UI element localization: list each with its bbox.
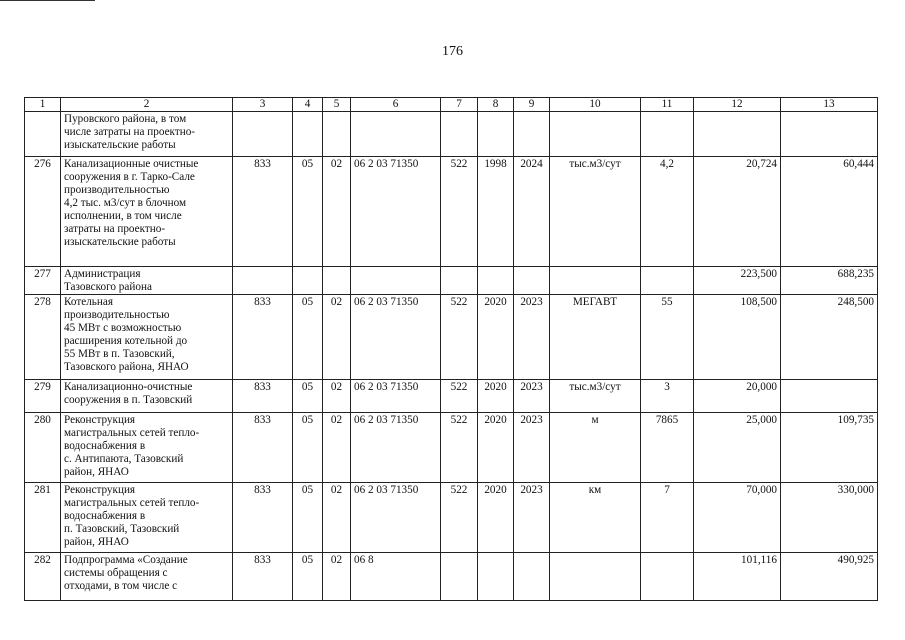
cell-code: 833 — [233, 380, 293, 413]
cell-unit: МЕГАВТ — [550, 295, 641, 380]
object-name: Пуровского района, в том числе затраты на проектно- изыскательские работы — [61, 112, 233, 157]
cell-unit: тыс.м3/сут — [550, 380, 641, 413]
row-number: 282 — [25, 553, 61, 601]
cell-value-13: 688,235 — [781, 267, 878, 295]
cell-unit: м — [550, 413, 641, 483]
table-row — [25, 295, 878, 380]
object-name: Реконструкция магистральных сетей тепло- водоснабжения в с. Антипаюта, Тазовский район, ЯНАО — [61, 413, 233, 483]
top-rule — [0, 0, 95, 1]
column-header: 7 — [441, 98, 478, 112]
cell-value-12: 20,724 — [694, 157, 781, 267]
cell-target-article: 06 8 — [351, 553, 441, 601]
cell-end-year: 2023 — [514, 380, 550, 413]
cell-value-12 — [694, 112, 781, 157]
cell-value-13: 60,444 — [781, 157, 878, 267]
cell-subsection — [323, 267, 351, 295]
cell-target-article: 06 2 03 71350 — [351, 380, 441, 413]
cell-end-year: 2023 — [514, 295, 550, 380]
table-row — [25, 380, 878, 413]
cell-value-13: 330,000 — [781, 483, 878, 553]
cell-start-year: 2020 — [478, 380, 514, 413]
cell-subsection: 02 — [323, 553, 351, 601]
cell-capacity: 4,2 — [641, 157, 694, 267]
cell-section — [293, 112, 323, 157]
column-header: 11 — [641, 98, 694, 112]
cell-capacity — [641, 112, 694, 157]
table-row — [25, 112, 878, 157]
cell-end-year: 2023 — [514, 413, 550, 483]
cell-code: 833 — [233, 295, 293, 380]
cell-capacity: 55 — [641, 295, 694, 380]
cell-start-year: 2020 — [478, 295, 514, 380]
budget-table — [24, 97, 878, 601]
table-row — [25, 413, 878, 483]
cell-value-12: 108,500 — [694, 295, 781, 380]
object-name: Канализационно-очистные сооружения в п. Тазовский — [61, 380, 233, 413]
cell-code: 833 — [233, 483, 293, 553]
cell-target-article: 06 2 03 71350 — [351, 483, 441, 553]
page-number: 176 — [442, 44, 463, 59]
row-number — [25, 112, 61, 157]
cell-subsection: 02 — [323, 295, 351, 380]
table-row — [25, 157, 878, 267]
column-header: 2 — [61, 98, 233, 112]
cell-end-year — [514, 112, 550, 157]
cell-capacity: 3 — [641, 380, 694, 413]
cell-end-year — [514, 267, 550, 295]
cell-section: 05 — [293, 380, 323, 413]
cell-start-year: 2020 — [478, 413, 514, 483]
cell-unit — [550, 553, 641, 601]
object-name: Подпрограмма «Создание системы обращения с отходами, в том числе с — [61, 553, 233, 601]
cell-code: 833 — [233, 157, 293, 267]
column-header: 3 — [233, 98, 293, 112]
cell-value-12: 25,000 — [694, 413, 781, 483]
cell-subsection — [323, 112, 351, 157]
cell-code: 833 — [233, 413, 293, 483]
object-name: Котельная производительностью 45 МВт с возможностью расширения котельной до 55 МВт в п. Тазовский, Тазовского района, ЯНАО — [61, 295, 233, 380]
cell-expense-type: 522 — [441, 157, 478, 267]
cell-expense-type: 522 — [441, 295, 478, 380]
object-name: Реконструкция магистральных сетей тепло- водоснабжения в п. Тазовский, Тазовский район, ЯНАО — [61, 483, 233, 553]
cell-start-year: 2020 — [478, 483, 514, 553]
row-number: 279 — [25, 380, 61, 413]
column-header: 9 — [514, 98, 550, 112]
cell-end-year — [514, 553, 550, 601]
cell-capacity: 7865 — [641, 413, 694, 483]
cell-value-12: 223,500 — [694, 267, 781, 295]
column-header: 4 — [293, 98, 323, 112]
table-row — [25, 267, 878, 295]
object-name: Канализационные очистные сооружения в г. Тарко-Сале производительностью 4,2 тыс. м3/сут в блочном исполнении, в том числе затраты на проектно- изыскательские работы — [61, 157, 233, 267]
cell-value-13: 490,925 — [781, 553, 878, 601]
cell-value-13: 109,735 — [781, 413, 878, 483]
header-row — [25, 98, 878, 112]
column-header: 1 — [25, 98, 61, 112]
cell-value-12: 101,116 — [694, 553, 781, 601]
cell-subsection: 02 — [323, 413, 351, 483]
column-header: 13 — [781, 98, 878, 112]
cell-unit — [550, 112, 641, 157]
cell-value-13 — [781, 112, 878, 157]
column-header: 6 — [351, 98, 441, 112]
cell-expense-type: 522 — [441, 483, 478, 553]
cell-unit: тыс.м3/сут — [550, 157, 641, 267]
cell-section: 05 — [293, 295, 323, 380]
cell-start-year — [478, 267, 514, 295]
row-number: 277 — [25, 267, 61, 295]
cell-code: 833 — [233, 553, 293, 601]
cell-value-12: 20,000 — [694, 380, 781, 413]
cell-start-year: 1998 — [478, 157, 514, 267]
cell-code — [233, 112, 293, 157]
cell-capacity: 7 — [641, 483, 694, 553]
cell-expense-type: 522 — [441, 413, 478, 483]
cell-subsection: 02 — [323, 380, 351, 413]
cell-expense-type: 522 — [441, 380, 478, 413]
cell-target-article — [351, 112, 441, 157]
cell-target-article: 06 2 03 71350 — [351, 157, 441, 267]
cell-section: 05 — [293, 413, 323, 483]
cell-subsection: 02 — [323, 483, 351, 553]
cell-expense-type — [441, 112, 478, 157]
row-number: 281 — [25, 483, 61, 553]
cell-target-article: 06 2 03 71350 — [351, 413, 441, 483]
cell-unit: км — [550, 483, 641, 553]
row-number: 278 — [25, 295, 61, 380]
cell-expense-type — [441, 553, 478, 601]
cell-capacity — [641, 553, 694, 601]
cell-unit — [550, 267, 641, 295]
cell-capacity — [641, 267, 694, 295]
table-row — [25, 553, 878, 601]
cell-start-year — [478, 553, 514, 601]
cell-end-year: 2023 — [514, 483, 550, 553]
cell-section — [293, 267, 323, 295]
cell-start-year — [478, 112, 514, 157]
column-header: 8 — [478, 98, 514, 112]
cell-target-article: 06 2 03 71350 — [351, 295, 441, 380]
object-name: Администрация Тазовского района — [61, 267, 233, 295]
cell-section: 05 — [293, 157, 323, 267]
column-header: 10 — [550, 98, 641, 112]
cell-section: 05 — [293, 483, 323, 553]
cell-section: 05 — [293, 553, 323, 601]
cell-subsection: 02 — [323, 157, 351, 267]
cell-expense-type — [441, 267, 478, 295]
column-header: 5 — [323, 98, 351, 112]
cell-value-13: 248,500 — [781, 295, 878, 380]
cell-end-year: 2024 — [514, 157, 550, 267]
table-row — [25, 483, 878, 553]
cell-target-article — [351, 267, 441, 295]
cell-value-13 — [781, 380, 878, 413]
cell-value-12: 70,000 — [694, 483, 781, 553]
row-number: 276 — [25, 157, 61, 267]
column-header: 12 — [694, 98, 781, 112]
row-number: 280 — [25, 413, 61, 483]
cell-code — [233, 267, 293, 295]
